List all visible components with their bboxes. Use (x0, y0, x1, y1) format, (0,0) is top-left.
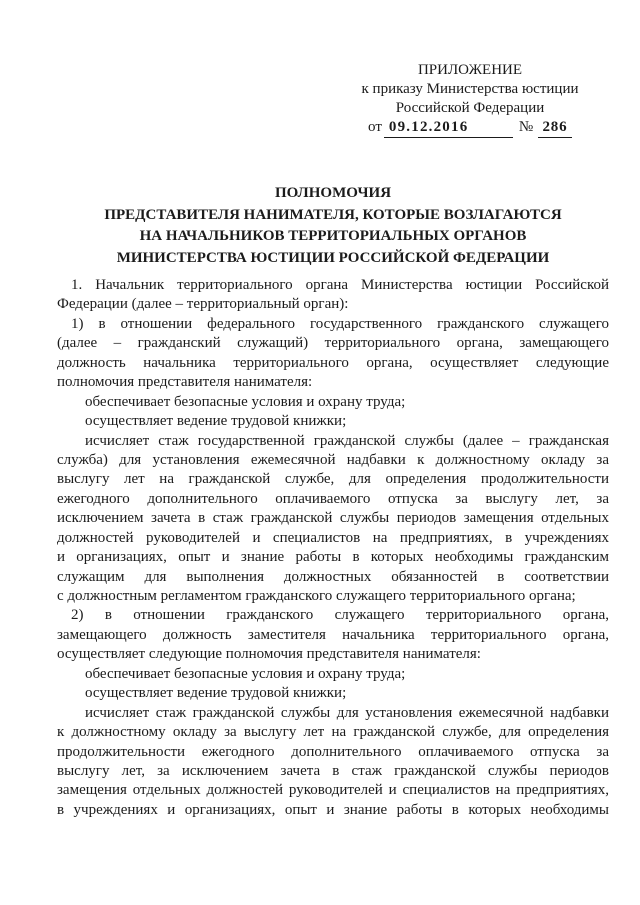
number-sign: № (518, 119, 534, 136)
body-line: 2) в отношении гражданского служащего территориального органа, (71, 607, 609, 624)
body-line: выслугу лет, за исключением зачета в стаж гражданской службы периодов (57, 762, 609, 779)
body-line: обеспечивает безопасные условия и охрану труда; (85, 665, 406, 682)
document-body (57, 276, 609, 820)
body-line: в учреждениях и организациях, опыт и знание работы в которых необходимы (57, 801, 609, 818)
body-line: осуществляет ведение трудовой книжки; (85, 413, 347, 430)
appendix-order-line: к приказу Министерства юстиции (361, 80, 579, 97)
order-number-value: 286 (538, 118, 572, 138)
body-line: исчисляет стаж гражданской службы для установления ежемесячной надбавки (85, 704, 609, 721)
body-line: Федерации (далее – территориальный орган): (57, 296, 349, 313)
appendix-label: ПРИЛОЖЕНИЕ (417, 62, 523, 78)
body-line: 1) в отношении федерального государственного гражданского служащего (71, 315, 609, 332)
body-line: полномочия представителя нанимателя: (57, 374, 313, 391)
body-line: служащим для выполнения должностных обязанностей в соответствии (57, 568, 609, 585)
document-title (57, 183, 609, 269)
body-line: к должностному окладу за выслугу лет на гражданской службе, для определения (57, 724, 609, 741)
body-line: исчисляет стаж государственной гражданской службы (далее – гражданская (85, 432, 609, 449)
body-line: замещающего должность заместителя начальника территориального органа, (57, 626, 609, 643)
body-line: обеспечивает безопасные условия и охрану труда; (85, 393, 406, 410)
body-line: выслугу лет на гражданской службе, для определения продолжительности (57, 471, 609, 488)
title-line-2: ПРЕДСТАВИТЕЛЯ НАНИМАТЕЛЯ, КОТОРЫЕ ВОЗЛАГАЮТСЯ (104, 206, 562, 223)
title-line-4: МИНИСТЕРСТВА ЮСТИЦИИ РОССИЙСКОЙ ФЕДЕРАЦИИ (116, 249, 550, 266)
title-line-1: ПОЛНОМОЧИЯ (274, 185, 392, 201)
date-prefix: от (368, 119, 382, 136)
body-line: ежегодного дополнительного оплачиваемого отпуска за выслугу лет, за (57, 490, 609, 507)
appendix-date-line (328, 118, 612, 138)
body-line: с должностным регламентом гражданского служащего территориального органа; (57, 588, 576, 604)
body-line: осуществляет следующие полномочия представителя нанимателя: (57, 646, 481, 663)
body-line: продолжительности ежегодного дополнительного оплачиваемого отпуска за (57, 743, 609, 760)
order-date-value: 09.12.2016 (384, 118, 513, 138)
body-line: должностей руководителей и специалистов на предприятиях, в учреждениях (57, 529, 609, 546)
body-line: служба) для установления ежемесячной надбавки к должностному окладу за (57, 451, 609, 468)
body-line: 1. Начальник территориального органа Министерства юстиции Российской (71, 277, 609, 293)
title-line-3: НА НАЧАЛЬНИКОВ ТЕРРИТОРИАЛЬНЫХ ОРГАНОВ (139, 228, 527, 245)
appendix-org-line: Российской Федерации (395, 99, 545, 116)
body-line: замещения отдельных должностей руководителей и специалистов на предприятиях, (57, 782, 609, 799)
body-line: осуществляет ведение трудовой книжки; (85, 685, 347, 702)
appendix-header (328, 61, 612, 138)
body-line: и организациях, опыт и знание работы в которых необходимы гражданским (57, 549, 609, 566)
body-line: исключением зачета в стаж гражданской службы периодов замещения отдельных (57, 510, 609, 527)
body-line: должность начальника территориального органа, осуществляет следующие (57, 354, 609, 371)
body-line: (далее – гражданский служащий) территориального органа, замещающего (57, 335, 609, 352)
